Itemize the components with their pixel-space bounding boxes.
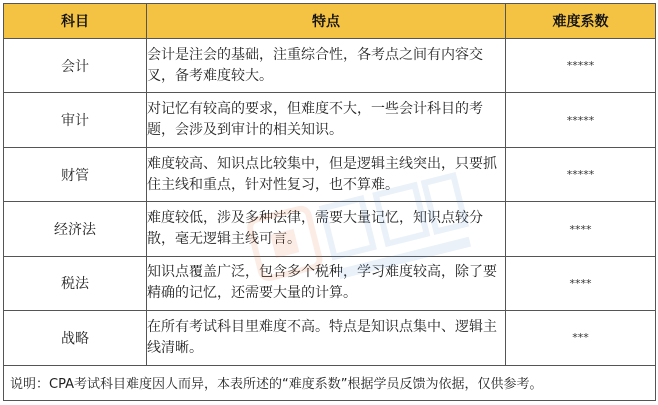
note-row [4,365,656,400]
subject-cell: 审计 [4,93,147,147]
table-row [4,256,656,310]
table-note: 说明：CPA考试科目难度因人而异，本表所述的“难度系数”根据学员反馈为依据，仅供参考。 [4,365,656,400]
feature-cell: 难度较低，涉及多种法律，需要大量记忆，知识点较分散，毫无逻辑主线可言。 [147,202,506,256]
difficulty-rating: ***** [506,147,656,201]
subject-cell: 会计 [4,39,147,93]
header-subject: 科目 [4,4,147,39]
difficulty-rating: **** [506,256,656,310]
feature-cell: 对记忆有较高的要求，但难度不大，一些会计科目的考题，会涉及到审计的相关知识。 [147,93,506,147]
feature-cell: 在所有考试科目里难度不高。特点是知识点集中、逻辑主线清晰。 [147,311,506,365]
header-feature: 特点 [147,4,506,39]
difficulty-rating: **** [506,202,656,256]
table-row [4,311,656,365]
difficulty-table [3,3,656,401]
table-row [4,39,656,93]
table-row [4,147,656,201]
subject-cell: 财管 [4,147,147,201]
table-row [4,202,656,256]
feature-cell: 难度较高、知识点比较集中，但是逻辑主线突出，只要抓住主线和重点，针对性复习，也不算难。 [147,147,506,201]
subject-cell: 税法 [4,256,147,310]
difficulty-rating: *** [506,311,656,365]
header-row [4,4,656,39]
feature-cell: 会计是注会的基础，注重综合性，各考点之间有内容交叉，备考难度较大。 [147,39,506,93]
difficulty-rating: ***** [506,93,656,147]
table-row [4,93,656,147]
header-difficulty: 难度系数 [506,4,656,39]
feature-cell: 知识点覆盖广泛，包含多个税种，学习难度较高，除了要精确的记忆，还需要大量的计算。 [147,256,506,310]
subject-cell: 战略 [4,311,147,365]
subject-cell: 经济法 [4,202,147,256]
difficulty-rating: ***** [506,39,656,93]
